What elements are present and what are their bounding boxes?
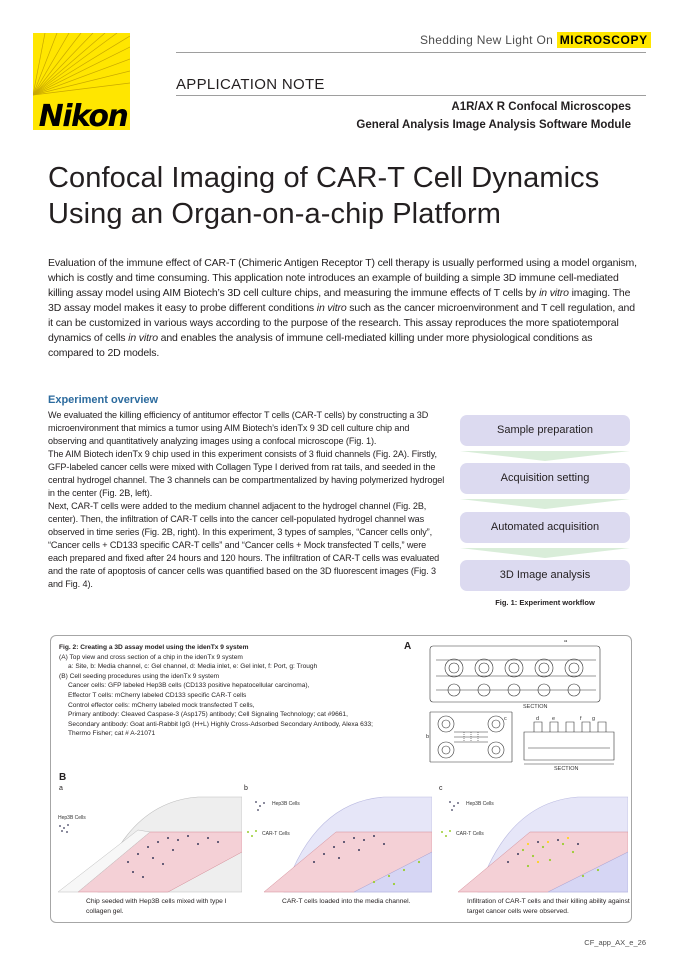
legend-hep3b: Hep3B Cells [58, 815, 86, 821]
diagram-letter-c: c [504, 716, 507, 722]
intro-text: Evaluation of the immune effect of CAR-T (Chimeric Antigen Receptor T) cell therapy is usually performed using a model organism, which is costly and time consuming. This application note introduces an example of building a simple 3D immune cell-mediated killing assay model using AIM Biotech’s 3D cell culture chips, and measuring the immune effects of T cells by [48, 257, 637, 299]
intro-text: and enables the analysis of immune cell-mediated killing under more physiological conditions as compared to 2D models. [48, 332, 593, 359]
nikon-logo [33, 33, 130, 130]
tagline-prefix: Shedding New Light On [420, 33, 557, 47]
diagram-letter-f: f [580, 716, 582, 722]
product-info [356, 98, 631, 134]
intro-paragraph [48, 256, 638, 361]
tagline [420, 33, 651, 47]
intro-text: such as the cancer microenvironment and T cell regulation, and it can be customized in various ways according to the purpose of the research. This assay reproduces the more spatiotemporal dynamics of cells [48, 302, 635, 344]
caption-line: (A) Top view and cross section of a chip in the idenTx 9 system [59, 653, 243, 661]
workflow-step: Sample preparation [460, 415, 630, 446]
panel-b-label: B [59, 772, 67, 783]
workflow-arrow [460, 451, 630, 461]
subpanel-a-caption: Chip seeded with Hep3B cells mixed with type I collagen gel. [86, 898, 227, 915]
subpanel-c-label: c [439, 785, 443, 792]
workflow-arrow [460, 548, 630, 558]
title-line-2: Using an Organ-on-a-chip Platform [48, 198, 501, 230]
diagram-letter-a: a [564, 640, 568, 644]
subpanel-b-label: b [244, 785, 248, 792]
workflow-step: Acquisition setting [460, 463, 630, 494]
caption-line: Effector T cells: mCherry labeled CD133 specific CAR-T cells [68, 691, 247, 699]
caption-line: Secondary antibody: Goat anti-Rabbit IgG (H+L) Highly Cross-Adsorbed Secondary Antibody, Alexa 633; [68, 720, 374, 728]
caption-line: Cancer cells: GFP labeled Hep3B cells (CD133 positive hepatocellular carcinoma), [68, 682, 310, 690]
page-title [48, 160, 648, 232]
section-label-bottom: SECTION [554, 766, 579, 772]
product-line-1: A1R/AX R Confocal Microscopes [451, 101, 631, 113]
diagram-letter-g: g [592, 716, 596, 722]
panel-a-label: A [404, 641, 412, 652]
diagram-letter-d: d [536, 716, 540, 722]
chip-illustration-c [438, 792, 628, 894]
overview-paragraph: Next, CAR-T cells were added to the medium channel adjacent to the hydrogel channel (Fig. 2B, center). Then, the infiltration of CAR-T cells into the cancer cell-populated hydrogel channel was observed in time series (Fig. 2B, right). In this experiment, 3 types of samples, “Cancer cells only”, “Cancer cells + CD133 specific CAR-T cells” and “Cancer cells + Mock transfected T cells,” were each prepared and fixed after 24 hours and 120 hours. The infiltration of CAR-T cells was evaluated and the rate of apoptosis of cancer cells was quantified based on the 3D fluorescent images (Fig. 3 and Fig. 4). [48, 501, 440, 589]
workflow-caption: Fig. 1: Experiment workflow [495, 598, 595, 607]
title-line-1: Confocal Imaging of CAR-T Cell Dynamics [48, 162, 600, 194]
overview-paragraph: The AIM Biotech idenTx 9 chip used in this experiment consists of 3 fluid channels (Fig. 2A). Firstly, GFP-labeled cancer cells were mixed with Collagen Type I derived from rat tails, and seeded in the central hydrogel channel. The 3 channels can be compartmentalized by having polymerized hydrogel in the center (Fig. 2B, left). [48, 449, 445, 498]
logo-wordmark: Nikon [38, 99, 128, 130]
figure-2-caption-title: Fig. 2: Creating a 3D assay model using the idenTx 9 system [59, 644, 249, 651]
workflow-step: Automated acquisition [460, 512, 630, 543]
legend-hep3b: Hep3B Cells [466, 801, 494, 807]
overview-paragraph: We evaluated the killing efficiency of antitumor effector T cells (CAR-T cells) by constructing a 3D microenvironment that mimics a tumor using AIM Biotech’s idenTx 9 3D cell culture chip and observing and quantitatively analyzing images using a confocal microscope (Fig. 1). [48, 410, 429, 446]
caption-line: (B) Cell seeding procedures using the idenTx 9 system [59, 672, 220, 680]
caption-line: Thermo Fisher; cat # A-21071 [68, 730, 156, 738]
diagram-letter-e: e [552, 716, 556, 722]
figure-2-caption [59, 643, 399, 739]
subpanel-b-caption: CAR-T cells loaded into the media channel. [282, 898, 411, 905]
intro-italic: in vitro [316, 302, 347, 314]
caption-line: Control effector cells: mCherry labeled mock transfected T cells, [68, 701, 255, 709]
chip-illustration-a [58, 792, 242, 894]
header-divider [176, 52, 646, 53]
section-label-top: SECTION [523, 704, 548, 710]
chip-top-view [430, 646, 600, 702]
diagram-letter-b: b [426, 734, 430, 740]
intro-italic: in vitro [128, 332, 158, 344]
tagline-highlight: MICROSCOPY [557, 32, 651, 48]
chip-technical-drawing [424, 640, 624, 772]
workflow-step: 3D Image analysis [460, 560, 630, 591]
caption-line: Primary antibody: Cleaved Caspase-3 (Asp175) antibody; Cell Signaling Technology; cat #9661, [68, 711, 348, 719]
legend-hep3b: Hep3B Cells [272, 801, 300, 807]
overview-text [48, 409, 446, 591]
legend-cart: CAR-T Cells [456, 831, 484, 837]
intro-italic: in vitro [539, 287, 569, 299]
chip-illustration-b [244, 792, 432, 894]
legend-cart: CAR-T Cells [262, 831, 290, 837]
section-divider [176, 95, 646, 96]
section-label: APPLICATION NOTE [176, 76, 325, 93]
document-code: CF_app_AX_e_26 [584, 938, 646, 947]
subpanel-a-label: a [59, 785, 63, 792]
overview-heading: Experiment overview [48, 394, 159, 406]
subpanel-c-caption: Infiltration of CAR-T cells and their killing ability against target cancer cells were observed. [467, 898, 630, 915]
product-line-2: General Analysis Image Analysis Software Module [356, 119, 631, 131]
caption-line: a: Site, b: Media channel, c: Gel channel, d: Media inlet, e: Gel inlet, f: Port, g: Trough [68, 663, 318, 671]
workflow-arrow [460, 499, 630, 509]
intro-text: imaging. The 3D assay model makes it easy to probe different conditions [48, 287, 631, 314]
